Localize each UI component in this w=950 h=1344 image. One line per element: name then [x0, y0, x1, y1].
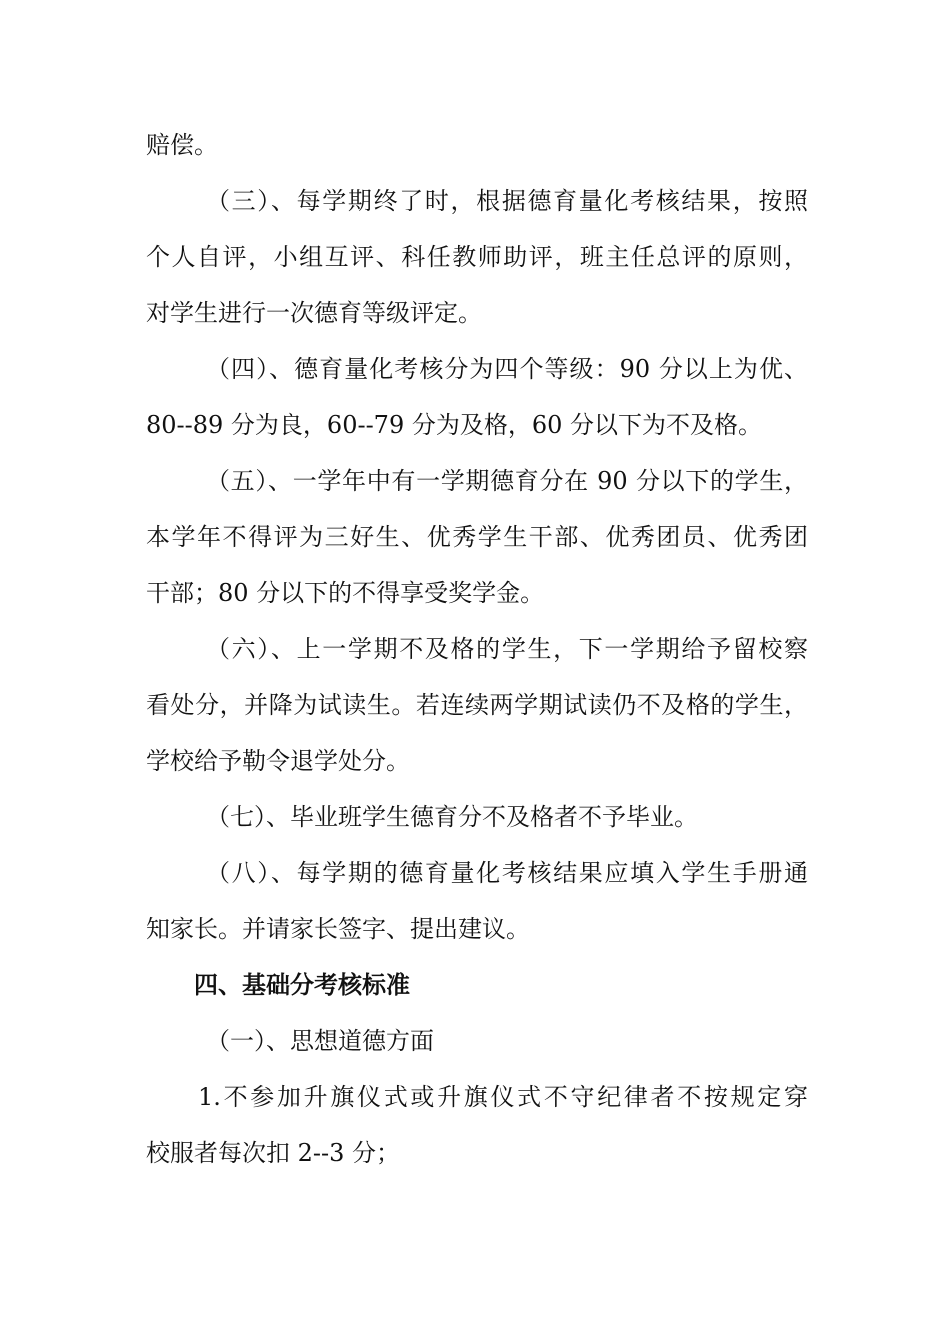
text-line: 个人自评，小组互评、科任教师助评，班主任总评的原则， [146, 243, 808, 271]
paragraph-line: （四）、德育量化考核分为四个等级：90 分以上为优、 [206, 355, 808, 383]
text-line: 学校给予勒令退学处分。 [146, 747, 410, 775]
text-line: 干部；80 分以下的不得享受奖学金。 [146, 579, 545, 607]
text-line: 知家长。并请家长签字、提出建议。 [146, 915, 530, 943]
paragraph-line: （五）、一学年中有一学期德育分在 90 分以下的学生， [206, 467, 808, 495]
text-line: 校服者每次扣 2--3 分； [146, 1139, 401, 1167]
paragraph-line: 1.不参加升旗仪式或升旗仪式不守纪律者不按规定穿 [198, 1083, 808, 1111]
text-line: 本学年不得评为三好生、优秀学生干部、优秀团员、优秀团 [146, 523, 808, 551]
text-line: 看处分，并降为试读生。若连续两学期试读仍不及格的学生， [146, 691, 808, 719]
paragraph-line: （八）、每学期的德育量化考核结果应填入学生手册通 [206, 859, 808, 887]
text-line: 80--89 分为良，60--79 分为及格，60 分以下为不及格。 [146, 411, 763, 439]
subsection-heading: （一）、思想道德方面 [206, 1027, 434, 1055]
paragraph-line: （三）、每学期终了时，根据德育量化考核结果，按照 [206, 187, 808, 215]
section-heading: 四、基础分考核标准 [194, 971, 410, 999]
paragraph-line: （七）、毕业班学生德育分不及格者不予毕业。 [206, 803, 698, 831]
text-line: 对学生进行一次德育等级评定。 [146, 299, 482, 327]
text-line: 赔偿。 [146, 131, 218, 159]
paragraph-line: （六）、上一学期不及格的学生，下一学期给予留校察 [206, 635, 808, 663]
